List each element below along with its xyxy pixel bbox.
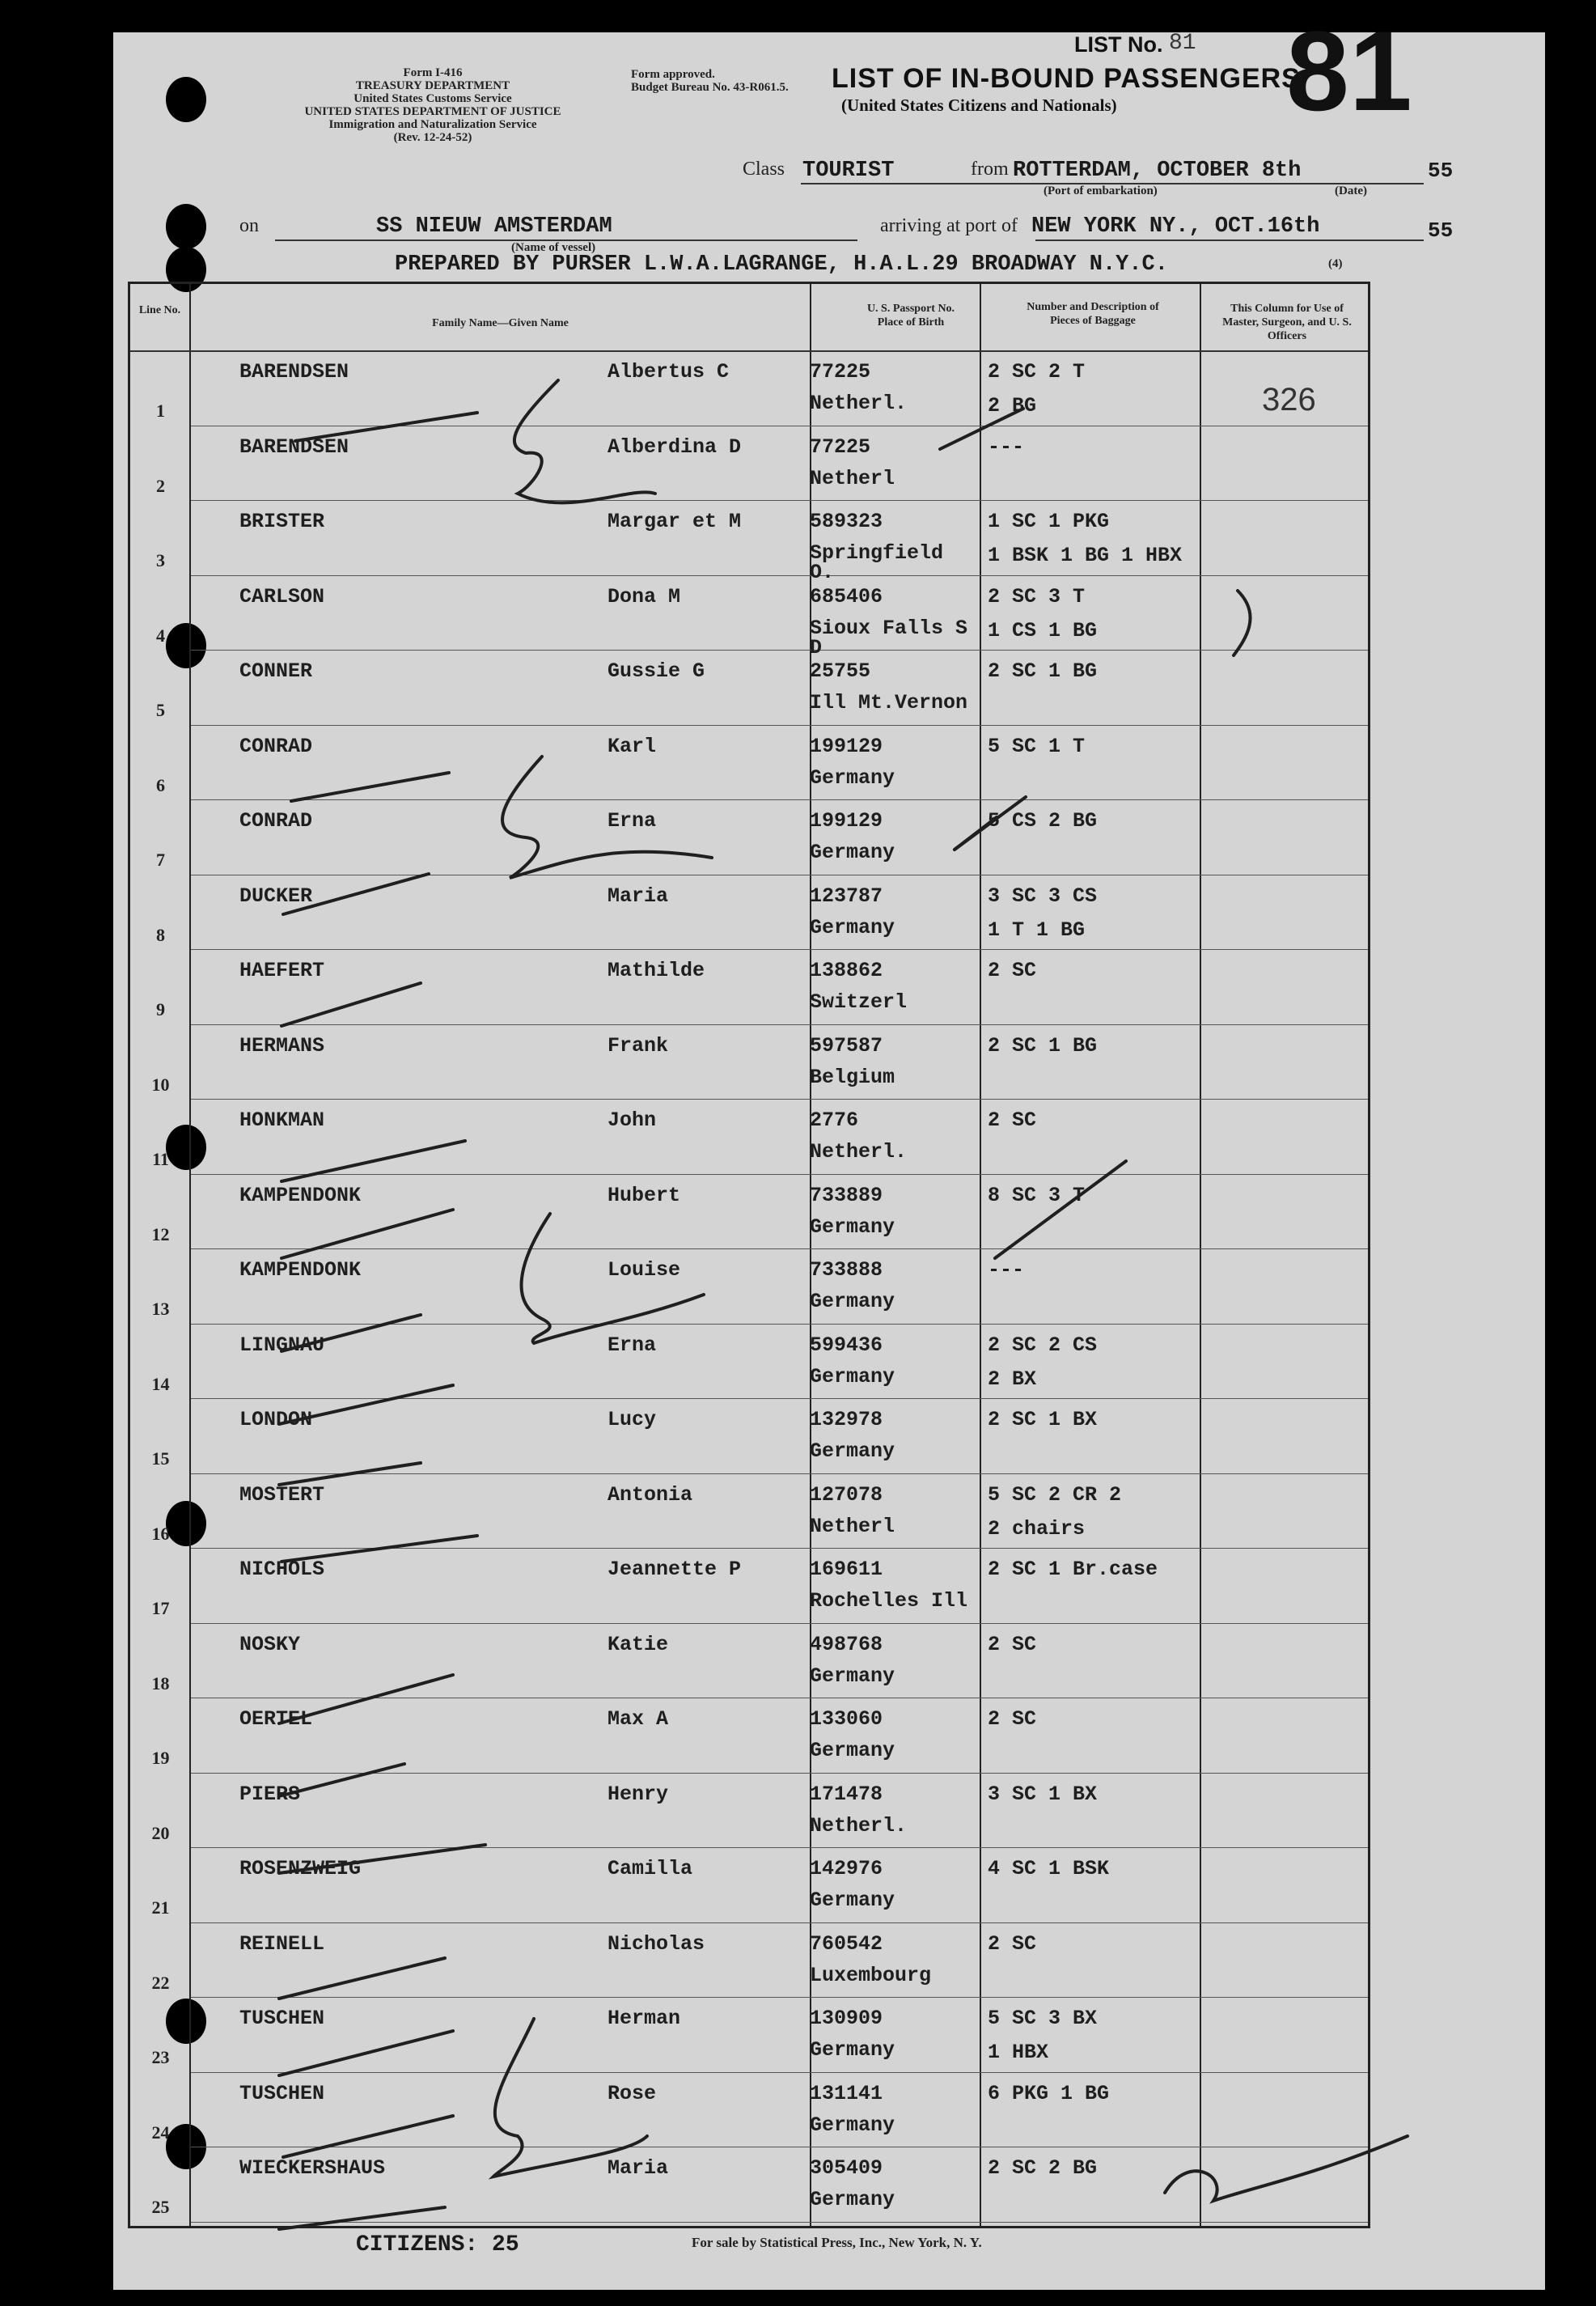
given-name: Margar et M xyxy=(607,510,742,533)
passport-number: 77225 xyxy=(810,360,871,384)
citizens-total: CITIZENS: 25 xyxy=(356,2232,519,2257)
family-name: HAEFERT xyxy=(239,959,325,982)
printer-credit: For sale by Statistical Press, Inc., New York, N. Y. xyxy=(692,2235,982,2250)
passport-number: 25755 xyxy=(810,659,871,683)
place-of-birth: Luxembourg xyxy=(810,1963,932,1987)
vessel-name: SS NIEUW AMSTERDAM xyxy=(376,214,612,239)
place-of-birth: Germany xyxy=(810,1214,895,1239)
baggage-line-1: 2 SC 2 CS xyxy=(988,1333,1098,1357)
family-name: CARLSON xyxy=(239,584,325,608)
budget-bureau: Budget Bureau No. 43-R061.5. xyxy=(631,81,789,94)
given-name: Alberdina D xyxy=(607,434,742,459)
place-of-birth: Germany xyxy=(810,1739,895,1762)
from-value: ROTTERDAM, OCTOBER 8th xyxy=(1013,159,1302,183)
date-caption: (Date) xyxy=(1335,184,1367,197)
baggage-line-1: 6 PKG 1 BG xyxy=(988,2081,1110,2105)
row-divider xyxy=(191,1997,1368,1998)
passport-number: 498768 xyxy=(810,1632,883,1656)
place-of-birth: Netherl xyxy=(810,1514,895,1538)
row-divider xyxy=(191,1623,1368,1624)
place-of-birth: Sioux Falls S D xyxy=(810,616,968,659)
baggage-line-1: 3 SC 3 CS xyxy=(988,884,1098,908)
line-number: 2 xyxy=(156,475,165,496)
given-name: Maria xyxy=(607,884,669,908)
place-of-birth: Switzerl xyxy=(810,990,908,1014)
line-number: 23 xyxy=(151,2047,170,2067)
official-mark: 326 xyxy=(1262,382,1316,418)
header-passport: U. S. Passport No. Place of Birth xyxy=(866,303,955,329)
baggage-line-1: 2 SC xyxy=(988,1707,1037,1731)
family-name: TUSCHEN xyxy=(239,2007,325,2030)
family-name: CONRAD xyxy=(239,809,313,833)
family-name: MOSTERT xyxy=(239,1482,325,1507)
header-baggage: Number and Description of Pieces of Baggage xyxy=(1027,301,1159,327)
line-number: 14 xyxy=(151,1373,170,1394)
family-name: ROSENZWEIG xyxy=(239,1857,362,1880)
given-name: Lucy xyxy=(607,1408,657,1431)
place-of-birth: Netherl xyxy=(810,466,895,490)
vessel-caption: (Name of vessel) xyxy=(511,241,596,254)
family-name: KAMPENDONK xyxy=(239,1258,362,1282)
passport-number: 199129 xyxy=(810,734,883,758)
family-name: WIECKERSHAUS xyxy=(239,2156,386,2180)
place-of-birth: Netherl. xyxy=(810,392,908,415)
row-divider xyxy=(191,2222,1368,2223)
family-name: PIERS xyxy=(239,1782,301,1806)
baggage-line-1: 4 SC 1 BSK xyxy=(988,1857,1110,1880)
given-name: Louise xyxy=(607,1258,681,1282)
ins-service: Immigration and Naturalization Service xyxy=(328,118,537,131)
passport-number: 589323 xyxy=(810,510,883,533)
baggage-line-1: 5 SC 1 T xyxy=(988,734,1086,758)
treasury-dept: TREASURY DEPARTMENT xyxy=(355,79,510,92)
passport-number: 142976 xyxy=(810,1857,883,1880)
family-name: KAMPENDONK xyxy=(239,1183,362,1207)
line-number: 19 xyxy=(151,1748,170,1768)
passport-number: 123787 xyxy=(810,884,883,908)
place-of-birth: Germany xyxy=(810,2188,895,2211)
baggage-line-1: 2 SC 1 BX xyxy=(988,1408,1098,1431)
line-number: 12 xyxy=(151,1223,170,1244)
family-name: LINGNAU xyxy=(239,1333,325,1357)
baggage-line-1: 8 SC 3 T xyxy=(988,1183,1086,1207)
line-number: 9 xyxy=(156,999,165,1019)
place-of-birth: Springfield O. xyxy=(810,541,944,584)
baggage-line-1: 2 SC xyxy=(988,959,1037,982)
row-divider xyxy=(191,1324,1368,1325)
family-name: HONKMAN xyxy=(239,1108,325,1132)
form-info xyxy=(243,66,623,144)
family-name: NICHOLS xyxy=(239,1558,325,1581)
place-of-birth: Germany xyxy=(810,1364,895,1388)
given-name: Nicholas xyxy=(607,1931,705,1956)
line-number: 22 xyxy=(151,1972,170,1993)
row-divider xyxy=(191,1773,1368,1774)
family-name: NOSKY xyxy=(239,1632,301,1656)
baggage-line-1: 2 SC xyxy=(988,1108,1037,1132)
given-name: Max A xyxy=(607,1707,669,1731)
passport-number: 685406 xyxy=(810,584,883,608)
place-of-birth: Germany xyxy=(810,1290,895,1313)
page-title: LIST OF IN-BOUND PASSENGERS xyxy=(832,63,1301,94)
place-of-birth: Germany xyxy=(810,841,895,864)
given-name: Herman xyxy=(607,2007,681,2030)
justice-dept: UNITED STATES DEPARTMENT OF JUSTICE xyxy=(304,105,561,118)
place-of-birth: Belgium xyxy=(810,1065,895,1089)
passport-number: 77225 xyxy=(810,434,871,459)
given-name: Karl xyxy=(607,734,657,758)
line-number: 5 xyxy=(156,700,165,720)
header-line-no: Line No. xyxy=(138,304,181,316)
family-name: CONNER xyxy=(239,659,313,683)
family-name: CONRAD xyxy=(239,734,313,758)
family-name: DUCKER xyxy=(239,884,313,908)
given-name: Erna xyxy=(607,1333,657,1357)
family-name: BRISTER xyxy=(239,510,325,533)
baggage-line-1: --- xyxy=(988,1258,1025,1282)
line-number: 4 xyxy=(156,625,165,646)
family-name: TUSCHEN xyxy=(239,2081,325,2105)
line-number: 24 xyxy=(151,2122,170,2143)
passport-number: 733888 xyxy=(810,1258,883,1282)
row-divider xyxy=(191,1248,1368,1249)
class-label: Class xyxy=(743,159,785,180)
port-caption: (Port of embarkation) xyxy=(1044,184,1158,197)
given-name: Maria xyxy=(607,2156,669,2180)
passport-number: 131141 xyxy=(810,2081,883,2105)
given-name: Katie xyxy=(607,1632,669,1656)
form-approved: Form approved. xyxy=(631,68,715,81)
prepared-caption: (4) xyxy=(1328,257,1343,270)
place-of-birth: Germany xyxy=(810,2038,895,2062)
given-name: Camilla xyxy=(607,1857,693,1880)
year-2: 55 xyxy=(1428,218,1454,243)
passport-number: 130909 xyxy=(810,2007,883,2030)
line-number: 1 xyxy=(156,401,165,421)
passport-number: 169611 xyxy=(810,1558,883,1581)
baggage-line-2: 2 BG xyxy=(988,394,1037,418)
line-number: 13 xyxy=(151,1299,170,1319)
passport-number: 2776 xyxy=(810,1108,859,1132)
family-name: REINELL xyxy=(239,1931,325,1956)
baggage-line-1: 2 SC xyxy=(988,1632,1037,1656)
header-rule xyxy=(130,350,1368,352)
row-divider xyxy=(191,1922,1368,1923)
passenger-table xyxy=(128,282,1370,2228)
row-divider xyxy=(191,1548,1368,1549)
row-divider xyxy=(191,575,1368,576)
passport-number: 132978 xyxy=(810,1408,883,1431)
family-name: OERTEL xyxy=(239,1707,313,1731)
arriving-label: arriving at port of xyxy=(880,215,1018,236)
place-of-birth: Netherl. xyxy=(810,1140,908,1164)
family-name: LONDON xyxy=(239,1408,313,1431)
list-no-value: 81 xyxy=(1169,31,1196,56)
given-name: Albertus C xyxy=(607,360,730,384)
given-name: Mathilde xyxy=(607,959,705,982)
baggage-line-2: 1 CS 1 BG xyxy=(988,618,1098,642)
baggage-line-1: 2 SC 2 BG xyxy=(988,2156,1098,2180)
passport-number: 133060 xyxy=(810,1707,883,1731)
line-number: 15 xyxy=(151,1448,170,1469)
prepared-by: PREPARED BY PURSER L.W.A.LAGRANGE, H.A.L.29 BROADWAY N.Y.C. xyxy=(395,252,1168,277)
row-divider xyxy=(191,1473,1368,1474)
family-name: BARENDSEN xyxy=(239,360,349,384)
row-divider xyxy=(191,799,1368,800)
baggage-line-2: 2 BX xyxy=(988,1367,1037,1391)
header-officers: This Column for Use of Master, Surgeon, and U. S. Officers xyxy=(1222,303,1352,342)
row-divider xyxy=(191,650,1368,651)
family-name: BARENDSEN xyxy=(239,434,349,459)
place-of-birth: Germany xyxy=(810,1439,895,1463)
given-name: John xyxy=(607,1108,657,1132)
line-number: 3 xyxy=(156,550,165,570)
baggage-line-1: --- xyxy=(988,434,1025,459)
place-of-birth: Germany xyxy=(810,2113,895,2137)
passport-number: 199129 xyxy=(810,809,883,833)
class-value: TOURIST xyxy=(802,159,895,183)
line-number: 11 xyxy=(152,1149,169,1169)
given-name: Gussie G xyxy=(607,659,705,683)
family-name: HERMANS xyxy=(239,1033,325,1058)
line-number: 16 xyxy=(151,1523,170,1544)
line-number: 6 xyxy=(156,774,165,795)
passport-number: 171478 xyxy=(810,1782,883,1806)
line-number: 20 xyxy=(151,1822,170,1843)
from-label: from xyxy=(971,159,1009,180)
row-divider xyxy=(191,1847,1368,1848)
given-name: Dona M xyxy=(607,584,681,608)
passport-number: 127078 xyxy=(810,1482,883,1507)
row-divider xyxy=(191,2072,1368,2073)
stamped-list-number: 81 xyxy=(1286,7,1412,134)
given-name: Erna xyxy=(607,809,657,833)
baggage-line-1: 2 SC 1 Br.case xyxy=(988,1558,1158,1581)
row-divider xyxy=(191,1024,1368,1025)
passport-number: 138862 xyxy=(810,959,883,982)
place-of-birth: Germany xyxy=(810,1888,895,1912)
row-divider xyxy=(191,500,1368,501)
baggage-line-1: 5 CS 2 BG xyxy=(988,809,1098,833)
place-of-birth: Ill Mt.Vernon xyxy=(810,691,968,714)
passport-number: 760542 xyxy=(810,1931,883,1956)
passport-number: 599436 xyxy=(810,1333,883,1357)
list-no-label: LIST No. xyxy=(1074,32,1163,57)
given-name: Hubert xyxy=(607,1183,681,1207)
baggage-line-1: 2 SC 1 BG xyxy=(988,659,1098,683)
line-number: 7 xyxy=(156,850,165,870)
baggage-line-2: 1 T 1 BG xyxy=(988,918,1086,942)
baggage-line-1: 2 SC 3 T xyxy=(988,584,1086,608)
place-of-birth: Netherl. xyxy=(810,1813,908,1838)
punch-hole xyxy=(166,204,206,249)
year-1: 55 xyxy=(1428,159,1454,183)
revision: (Rev. 12-24-52) xyxy=(393,131,472,144)
page-subtitle: (United States Citizens and Nationals) xyxy=(841,95,1117,115)
row-divider xyxy=(191,949,1368,950)
baggage-line-1: 5 SC 3 BX xyxy=(988,2007,1098,2030)
given-name: Antonia xyxy=(607,1482,693,1507)
baggage-line-2: 2 chairs xyxy=(988,1516,1086,1541)
place-of-birth: Germany xyxy=(810,915,895,939)
baggage-line-1: 2 SC 2 T xyxy=(988,360,1086,384)
passport-number: 733889 xyxy=(810,1183,883,1207)
line-number: 8 xyxy=(156,924,165,945)
punch-hole xyxy=(166,77,206,122)
baggage-line-1: 1 SC 1 PKG xyxy=(988,510,1110,533)
given-name: Frank xyxy=(607,1033,669,1058)
baggage-line-2: 1 HBX xyxy=(988,2041,1049,2064)
row-divider xyxy=(191,1398,1368,1399)
line-number: 17 xyxy=(151,1598,170,1618)
place-of-birth: Germany xyxy=(810,765,895,790)
place-of-birth: Rochelles Ill xyxy=(810,1589,968,1613)
passport-number: 597587 xyxy=(810,1033,883,1058)
arriving-underline xyxy=(1035,240,1424,241)
given-name: Rose xyxy=(607,2081,657,2105)
approval-info xyxy=(631,68,841,94)
line-number: 18 xyxy=(151,1672,170,1693)
line-number: 21 xyxy=(151,1897,170,1918)
place-of-birth: Germany xyxy=(810,1664,895,1688)
form-number: Form I-416 xyxy=(403,66,463,79)
line-number: 25 xyxy=(151,2197,170,2217)
header-name: Family Name—Given Name xyxy=(432,317,569,329)
row-divider xyxy=(191,1174,1368,1175)
row-divider xyxy=(191,725,1368,726)
baggage-line-1: 3 SC 1 BX xyxy=(988,1782,1098,1806)
baggage-line-1: 2 SC xyxy=(988,1931,1037,1956)
passport-number: 305409 xyxy=(810,2156,883,2180)
row-divider xyxy=(191,1099,1368,1100)
baggage-line-2: 1 BSK 1 BG 1 HBX xyxy=(988,544,1183,567)
line-number: 10 xyxy=(151,1074,170,1095)
on-label: on xyxy=(239,215,259,236)
given-name: Henry xyxy=(607,1782,669,1806)
customs-service: United States Customs Service xyxy=(353,92,512,105)
arriving-value: NEW YORK NY., OCT.16th xyxy=(1031,214,1320,239)
baggage-line-1: 5 SC 2 CR 2 xyxy=(988,1482,1122,1507)
given-name: Jeannette P xyxy=(607,1558,742,1581)
baggage-line-1: 2 SC 1 BG xyxy=(988,1033,1098,1058)
